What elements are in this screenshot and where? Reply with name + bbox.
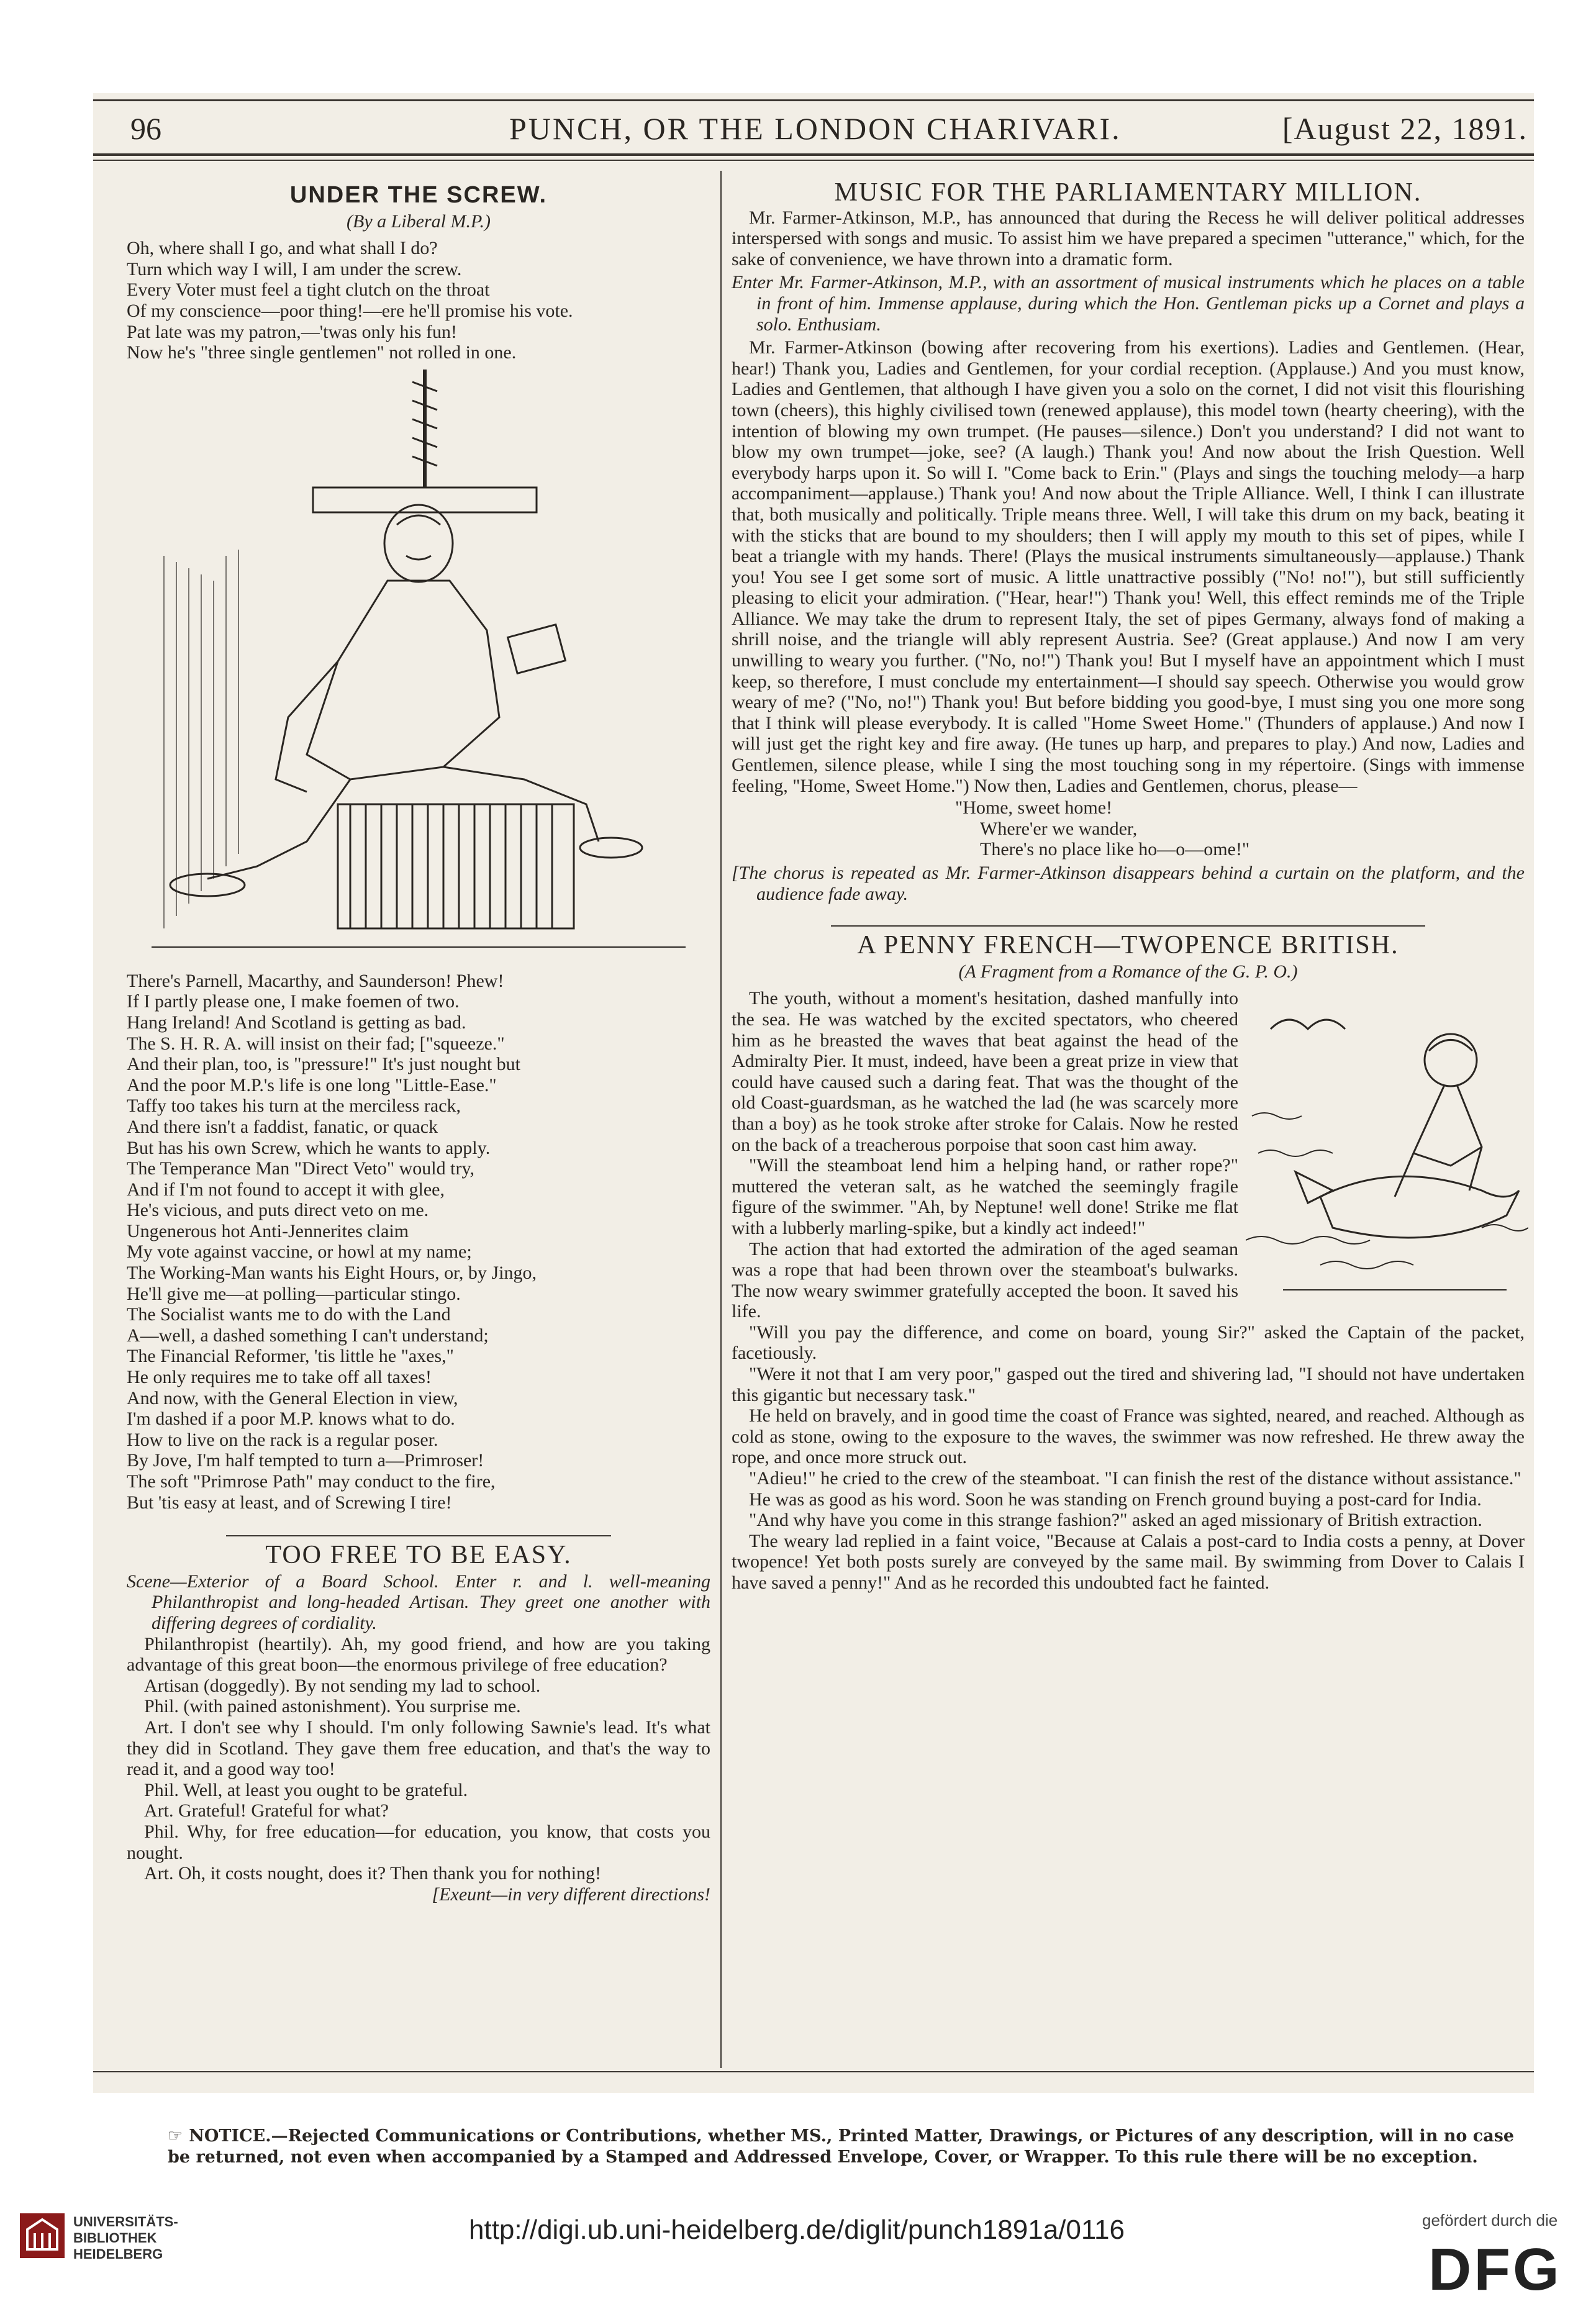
penny-title: A PENNY FRENCH—TWOPENCE BRITISH. bbox=[857, 931, 1399, 960]
story-paragraph: He was as good as his word. Soon he was standing on French ground buying a post-card for India. bbox=[749, 1489, 1482, 1510]
under-the-screw-title: UNDER THE SCREW. bbox=[289, 182, 548, 208]
verse-line: Ungenerous hot Anti-Jennerites claim bbox=[127, 1220, 409, 1241]
source-url-link[interactable]: http://digi.ub.uni-heidelberg.de/diglit/punch1891a/0116 bbox=[469, 2215, 1125, 2245]
porpoise bbox=[1320, 1177, 1519, 1238]
notice bbox=[168, 2126, 1521, 2168]
radiator bbox=[338, 804, 574, 928]
verse-line: The soft "Primrose Path" may conduct to the fire, bbox=[127, 1471, 496, 1492]
verse-stanza-1 bbox=[127, 238, 710, 363]
verse-line: And now, with the General Election in view, bbox=[127, 1387, 458, 1408]
head bbox=[384, 505, 453, 582]
library-logo-icon bbox=[17, 2211, 67, 2261]
gull bbox=[1271, 1020, 1345, 1029]
verse-line: And the poor M.P.'s life is one long "Little-Ease." bbox=[127, 1074, 497, 1095]
verse-line: He'll give me—at polling—particular stingo. bbox=[127, 1283, 461, 1304]
exeunt-direction: [Exeunt—in very different directions! bbox=[432, 1884, 710, 1905]
verse-line: He's vicious, and puts direct veto on me. bbox=[127, 1200, 429, 1221]
screw-cartoon bbox=[152, 370, 686, 966]
header-rule-2 bbox=[93, 160, 1534, 161]
verse-line: Oh, where shall I go, and what shall I do? bbox=[127, 238, 438, 259]
swimmer-head bbox=[1425, 1034, 1477, 1086]
bottom-rule bbox=[93, 2071, 1534, 2072]
verse-line: Of my conscience—poor thing!—ere he'll promise his vote. bbox=[127, 300, 573, 321]
scene-direction: Scene—Exterior of a Board School. Enter r. and l. well-meaning Philanthropist and long-headed Artisan. They greet one another with differing degrees of cordiality. bbox=[127, 1571, 710, 1633]
too-free-title: TOO FREE TO BE EASY. bbox=[265, 1541, 572, 1570]
verse-line: Pat late was my patron,—'twas only his fun! bbox=[127, 321, 457, 342]
speech-text: Mr. Farmer-Atkinson (bowing after recovering from his exertions). Ladies and Gentlemen. (Hear, hear!) Thank you, Ladies and Gentlemen, for your cordial reception. (Applause.) And you must know, Ladies and Gentlemen, that although I have given you a solo on the cornet, I did not visit this flourishing town (cheers), this highly civilised town (renewed applause), this model town (hearty cheering), with the intention of blowing my own trumpet. (He pauses—silence.) Don't you understand? I did not want to blow my own trumpet—joke, see? (A laugh.) Thank you! And now about the Irish Question. Well everybody harps upon it. So will I. "Come back to Erin." (Plays and sings the touching melody—a harp accompaniment—applause.) Thank you! And now about the Triple Alliance. Well, I think I can illustrate that, both musically and politically. Triple means three. Well, I will take this drum on my back, beating it with the sticks that are bound to my shoulders; then I will apply my mouth to this set of pipes, while I beat a triangle with my hands. There! (Plays the musical instruments simultaneously—applause.) Thank you! You see I get some sort of music. A little unattractive possibly ("No! no!"), but still sufficiently pleasing to elicit your admiration. ("Hear, hear!") Thank you! Well, this effect reminds me of the Triple Alliance. We may take the drum to represent Italy, the set of pipes Germany, always fond of making a shrill noise, and the triangle will ably represent Austria. See? (Great applause.) And now I am very unwilling to weary you further. ("No, no!") Thank you! But I myself have an appointment which I must keep, so therefore, I must conclude my entertainment—I should say speech. Otherwise you would grow weary of me? ("No, no!") Thank you! But before bidding you good-bye, I must sing you one more song that I think will please everybody. It is called "Home Sweet Home." (Thunders of applause.) And now I will just get the right key and fire away. (He tunes up harp, and prepares to play.) And now, Ladies and Gentlemen, silence please, while I sing the most touching song in my répertoire. (Sings with immense feeling, "Home, Sweet Home.") Now then, Ladies and Gentlemen, chorus, please— bbox=[732, 337, 1525, 796]
hatch-lines bbox=[164, 550, 238, 928]
verse-line: The Working-Man wants his Eight Hours, or, by Jingo, bbox=[127, 1263, 537, 1284]
song-line: Where'er we wander, bbox=[980, 818, 1138, 839]
left-column bbox=[124, 174, 720, 1905]
dialogue-line: Phil. Well, at least you ought to be grateful. bbox=[144, 1779, 468, 1800]
dialogue-line: Artisan (doggedly). By not sending my lad to school. bbox=[144, 1675, 541, 1696]
verse-line: The Financial Reformer, 'tis little he "axes," bbox=[127, 1346, 454, 1367]
funded-by-label: gefördert durch die bbox=[1422, 2211, 1558, 2229]
page-number: 96 bbox=[130, 111, 161, 146]
verse-line: If I partly please one, I make foemen of two. bbox=[127, 991, 460, 1012]
closing-direction: [The chorus is repeated as Mr. Farmer-Atkinson disappears behind a curtain on the platform, and the audience fade away. bbox=[732, 863, 1525, 904]
verse-line: He only requires me to take off all taxes! bbox=[127, 1367, 432, 1388]
verse-line: There's Parnell, Macarthy, and Saunderson! Phew! bbox=[127, 970, 504, 991]
right-column bbox=[720, 174, 1531, 1594]
library-name: UNIVERSITÄTS- BIBLIOTHEK HEIDELBERG bbox=[73, 2214, 178, 2262]
verse-line: But 'tis easy at least, and of Screwing I tire! bbox=[127, 1492, 452, 1513]
dialogue-line: Phil. Why, for free education—for education, you know, that costs you nought. bbox=[127, 1821, 710, 1863]
penny-subtitle: (A Fragment from a Romance of the G. P. O.) bbox=[958, 961, 1298, 982]
story-paragraph: The youth, without a moment's hesitation, dashed manfully into the sea. He was watched by the excited spectators, who cheered him as he breasted the waves that beat against the head of the Admiralty Pier. It must, indeed, have been a great prize in view that could have caused such a daring feat. That was the thought of the old Coast-guardsman, as he watched the lad (he was scarcely more than a boy) as he took stroke after stroke for Calais. Now he rested on the back of a treacherous porpoise that soon cast him away. bbox=[732, 988, 1238, 1155]
dialogue-line: Art. Grateful! Grateful for what? bbox=[144, 1800, 389, 1821]
story-paragraph: "Were it not that I am very poor," gasped out the tired and shivering lad, "I should not have undertaken this gigantic but necessary task." bbox=[732, 1364, 1525, 1405]
music-title: MUSIC FOR THE PARLIAMENTARY MILLION. bbox=[834, 178, 1422, 207]
verse-line: Now he's "three single gentlemen" not rolled in one. bbox=[127, 342, 517, 363]
page-header bbox=[124, 111, 1534, 148]
dialogue-line: Philanthropist (heartily). Ah, my good friend, and how are you taking advantage of this great boon—the enormous privilege of free education? bbox=[127, 1633, 710, 1676]
verse-stanza-2 bbox=[127, 971, 710, 1513]
story-paragraph: He held on bravely, and in good time the coast of France was sighted, neared, and reached. Although as cold as stone, owing to the exposure to the waves, the swimmer was now refreshed. He threw away the rope, and once more struck out. bbox=[732, 1405, 1525, 1468]
dfg-logo: DFG bbox=[1428, 2236, 1562, 2303]
header-rule bbox=[93, 153, 1534, 156]
verse-line: Turn which way I will, I am under the screw. bbox=[127, 258, 462, 279]
music-intro: Mr. Farmer-Atkinson, M.P., has announced that during the Recess he will deliver political addresses interspersed with songs and music. To assist him we have prepared a specimen "utterance," which, for the sake of convenience, we have thrown into a dramatic form. bbox=[732, 207, 1525, 270]
verse-line: The S. H. R. A. will insist on their fad; ["squeeze." bbox=[127, 1033, 505, 1054]
stage-direction: Enter Mr. Farmer-Atkinson, M.P., with an assortment of musical instruments which he places on a table in front of him. Immense applause, during which the Hon. Gentleman picks up a Cornet and plays a solo. Enthusiam. bbox=[732, 272, 1525, 335]
section-divider bbox=[226, 1535, 611, 1536]
story-paragraph: "Will you pay the difference, and come on board, young Sir?" asked the Captain of the packet, facetiously. bbox=[732, 1322, 1525, 1364]
waves bbox=[1246, 1113, 1528, 1290]
dialogue-line: Art. I don't see why I should. I'm only following Sawnie's lead. It's what they did in Scotland. They gave them free education, and that's the way to read it, and a good way too! bbox=[127, 1717, 710, 1780]
story-paragraph: "Will the steamboat lend him a helping hand, or rather rope?" muttered the veteran salt, as he watched the seemingly fragile figure of the swimmer. "Ah, by Neptune! well done! Strike me flat with a lubberly marling-spike, but a kindly act indeed!" bbox=[732, 1155, 1238, 1238]
story-paragraph: The weary lad replied in a faint voice, "Because at Calais a post-card to India costs a penny, at Dover twopence! Yet both posts surely are conveyed by the same mail. By swimming from Dover to Calais I have saved a penny!" And as he recorded this undoubted fact he fainted. bbox=[732, 1530, 1525, 1593]
header-rule-top bbox=[93, 99, 1534, 101]
press-plate bbox=[313, 488, 537, 512]
masthead-title: PUNCH, OR THE LONDON CHARIVARI. bbox=[509, 111, 1122, 146]
swimmer-illustration bbox=[1246, 992, 1528, 1315]
story-paragraph: The action that had extorted the admiration of the aged seaman was a rope that had been thrown over the steamboat's bulwarks. The now weary swimmer gratefully accepted the boon. It saved his life. bbox=[732, 1238, 1238, 1322]
verse-line: A—well, a dashed something I can't understand; bbox=[127, 1325, 489, 1346]
verse-line: The Temperance Man "Direct Veto" would try, bbox=[127, 1158, 474, 1179]
pointing-hand-icon: ☞ bbox=[168, 2126, 183, 2146]
verse-line: By Jove, I'm half tempted to turn a—Primroser! bbox=[127, 1450, 484, 1471]
verse-line: And their plan, too, is "pressure!" It's just nought but bbox=[127, 1054, 520, 1075]
verse-line: Hang Ireland! And Scotland is getting as bad. bbox=[127, 1012, 466, 1033]
verse-line: But has his own Screw, which he wants to apply. bbox=[127, 1137, 491, 1158]
verse-line: Every Voter must feel a tight clutch on the throat bbox=[127, 279, 490, 301]
song-verse bbox=[732, 797, 1525, 860]
verse-line: And if I'm not found to accept it with glee, bbox=[127, 1179, 445, 1200]
song-line: "Home, sweet home! bbox=[955, 797, 1113, 819]
song-line: There's no place like ho—o—ome!" bbox=[980, 839, 1250, 860]
verse-line: How to live on the rack is a regular poser. bbox=[127, 1429, 438, 1450]
notice-text: NOTICE.—Rejected Communications or Contributions, whether MS., Printed Matter, Drawings, or Pictures of any description, will in no case be returned, not even when accompanied by a Stamped and Addressed Envelope, Cover, or Wrapper. To this rule there will be no exception. bbox=[168, 2126, 1515, 2167]
issue-date: [August 22, 1891. bbox=[1282, 111, 1528, 146]
verse-line: The Socialist wants me to do with the Land bbox=[127, 1304, 451, 1325]
dialogue-line: Phil. (with pained astonishment). You surprise me. bbox=[144, 1696, 521, 1717]
section-divider bbox=[831, 925, 1425, 927]
story-paragraph: "And why have you come in this strange fashion?" asked an aged missionary of British extraction. bbox=[749, 1510, 1482, 1531]
dialogue-line: Art. Oh, it costs nought, does it? Then thank you for nothing! bbox=[144, 1863, 602, 1884]
verse-line: I'm dashed if a poor M.P. knows what to do. bbox=[127, 1408, 455, 1430]
verse-line: Taffy too takes his turn at the merciless rack, bbox=[127, 1095, 461, 1117]
verse-line: My vote against vaccine, or howl at my name; bbox=[127, 1241, 472, 1263]
verse-line: And there isn't a faddist, fanatic, or quack bbox=[127, 1116, 438, 1137]
story-paragraph: "Adieu!" he cried to the crew of the steamboat. "I can finish the rest of the distance without assistance." bbox=[749, 1468, 1521, 1489]
byline: (By a Liberal M.P.) bbox=[347, 211, 491, 232]
